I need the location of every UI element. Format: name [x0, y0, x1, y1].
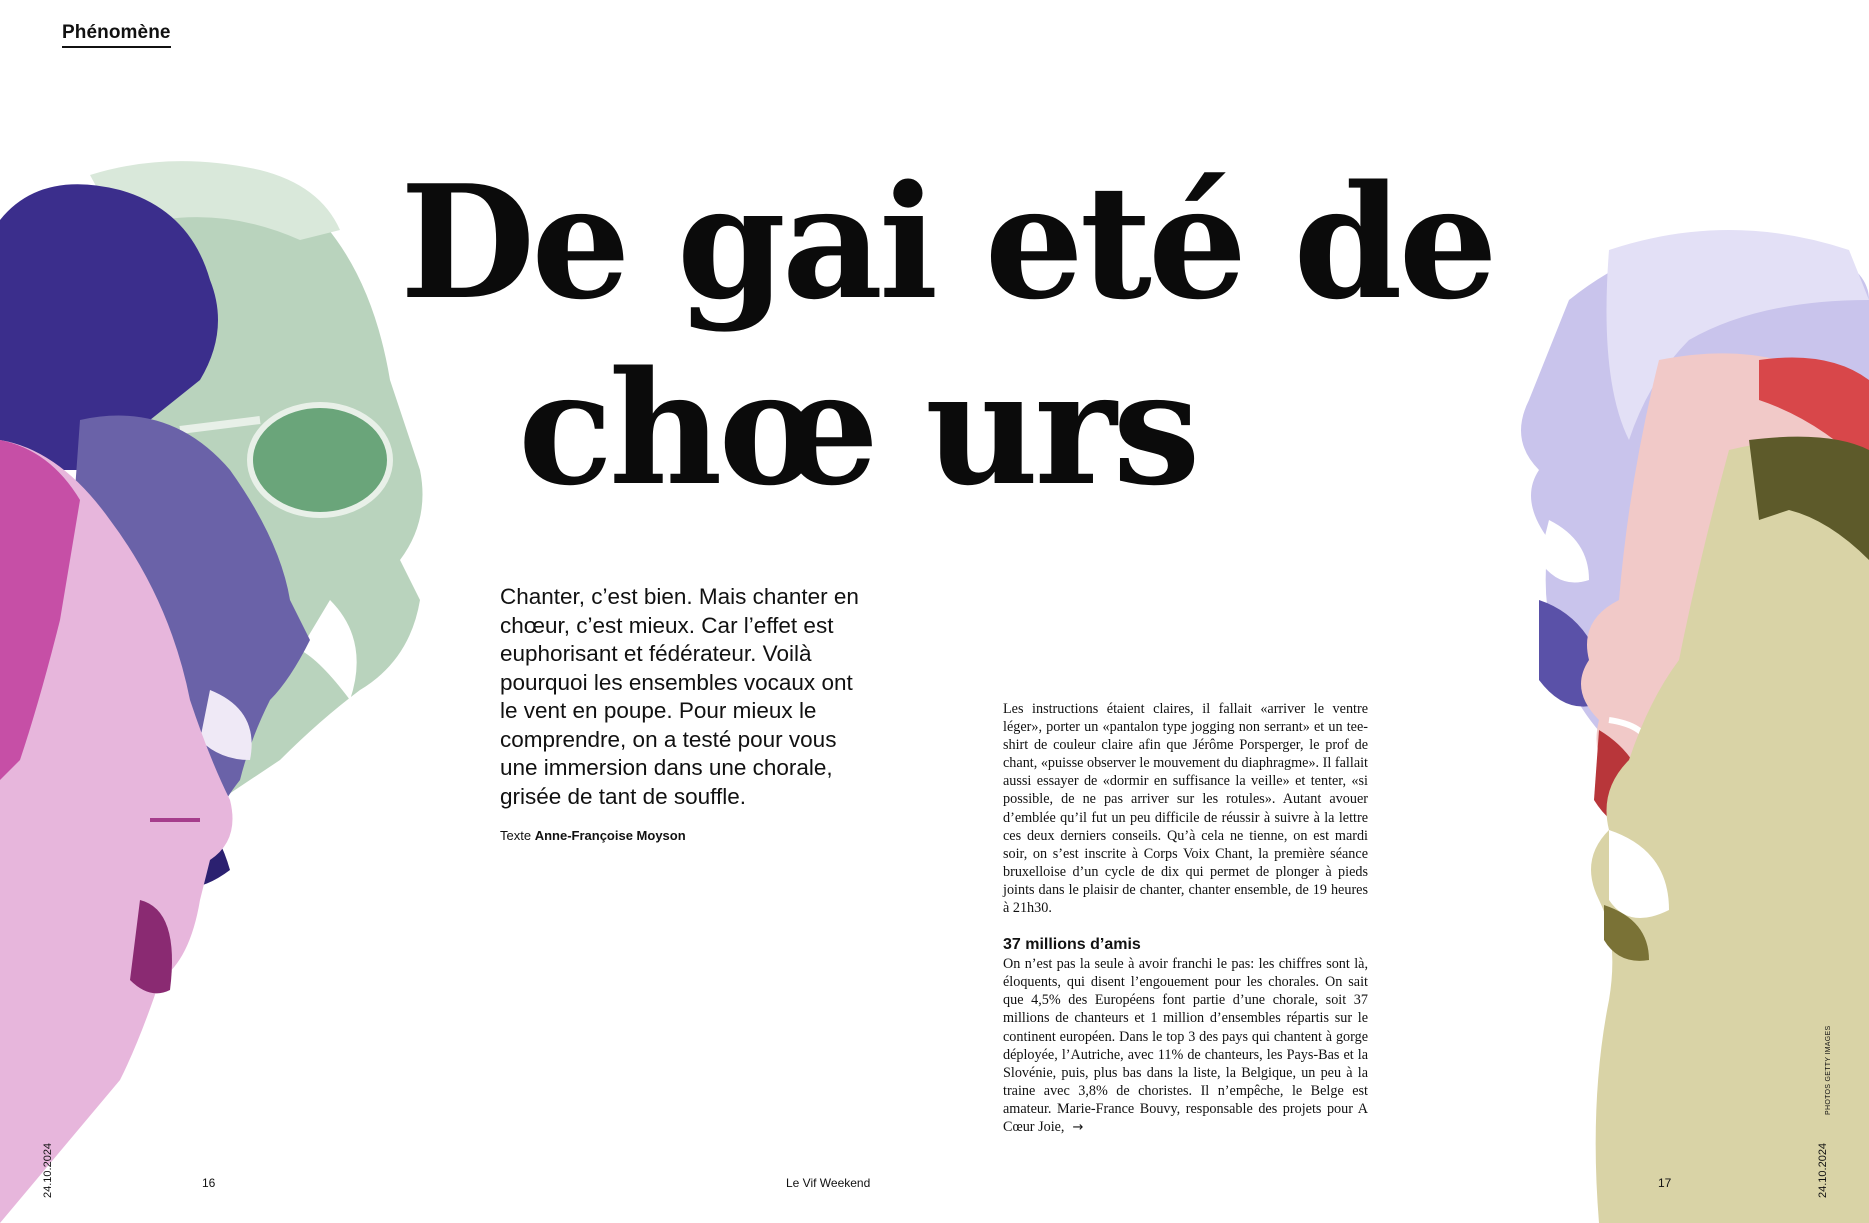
photo-credit: PHOTOS GETTY IMAGES: [1825, 1025, 1832, 1115]
headline-line-1: De gai eté de: [400, 151, 1494, 334]
article-body: [1003, 700, 1368, 1137]
byline: [500, 828, 686, 843]
headline: [400, 150, 1520, 522]
page-number-right: 17: [1658, 1176, 1672, 1190]
body-paragraph-2-text: On n’est pas la seule à avoir franchi le pas: les chiffres sont là, éloquents, qui disent l’engouement pour les chorales. On sait que 4,5% des Européens font partie d’une chorale, soit 37 millions de chanteurs et 1 million d’ensembles répartis sur le continent européen. Dans le top 3 des pays qui chantent à gorge déployée, l’Autriche, avec 11% de chanteurs, les Pays-Bas et la Slovénie, puis, plus bas dans la liste, la Belgique, un peu à la traine avec 3,8% de choristes. Il n’empêche, le Belge est amateur. Marie-France Bouvy, responsable des projets pour A Cœur Joie,: [1003, 956, 1368, 1135]
byline-label: Texte: [500, 828, 532, 843]
body-paragraph-1: Les instructions étaient claires, il fallait «arriver le ventre léger», porter un «pantalon type jogging non serrant» et un tee-shirt de couleur claire afin que Jérôme Porsperger, le prof de chant, «puisse observer le mouvement du diaphragme». Il fallait aussi essayer de «dormir en suffisance la veille» et tenter, «si possible, de ne pas arriver sur les rotules». Autant avouer d’emblée qu’il fut un peu difficile de réussir à suivre à la lettre ces deux derniers conseils. Qu’à cela ne tienne, on est mardi soir, on s’est inscrite à Corps Voix Chant, la première séance bruxelloise d’un cycle de dix qui permet de plonger à pieds joints dans le plaisir de chanter, chanter ensemble, de 19 heures à 21h30.: [1003, 701, 1368, 917]
date-right: 24.10.2024: [1817, 1142, 1829, 1198]
headline-line-2: chœ urs: [518, 337, 1197, 520]
body-paragraph-2: [1003, 955, 1368, 1137]
date-left: 24.10.2024: [42, 1142, 54, 1198]
byline-author: Anne-Françoise Moyson: [534, 828, 686, 843]
magazine-name: Le Vif Weekend: [786, 1176, 871, 1190]
page-number-left: 16: [202, 1176, 216, 1190]
body-subheading: 37 millions d’amis: [1003, 936, 1141, 954]
section-label: Phénomène: [62, 22, 171, 48]
continue-arrow-icon: →: [1072, 1119, 1084, 1135]
lead-paragraph: Chanter, c’est bien. Mais chanter en chœur, c’est mieux. Car l’effet est euphorisant et fédérateur. Voilà pourquoi les ensembles vocaux ont le vent en poupe. Pour mieux le comprendre, on a testé pour vous une immersion dans une chorale, grisée de tant de souffle.: [500, 584, 859, 809]
